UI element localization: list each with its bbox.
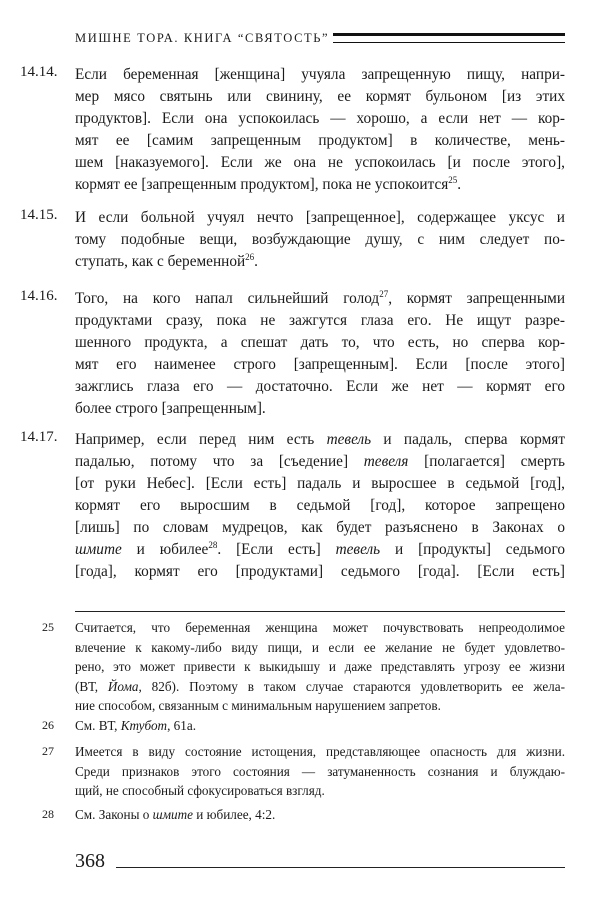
text-segment: более строго [запрещенным]. xyxy=(75,400,266,417)
text-segment: влечение к какому-либо виду пищи, и если ее желание не будет удовлетво- xyxy=(75,639,565,655)
text-segment: и юбилее xyxy=(121,541,209,558)
italic-term: Ктубот xyxy=(120,718,168,733)
text-line xyxy=(75,677,565,697)
text-segment: кормят его выросшим в седьмой [год], которое запрещено xyxy=(75,497,565,514)
text-segment: [лишь] по словам мудрецов, как будет разъяснено в Законах о xyxy=(75,519,565,536)
text-line xyxy=(75,495,565,517)
paragraph-14-15 xyxy=(20,207,565,273)
text-line xyxy=(75,473,565,495)
text-line xyxy=(75,229,565,251)
footnote-ref[interactable]: 25 xyxy=(448,175,458,185)
text-line xyxy=(75,332,565,354)
header-rule xyxy=(333,33,565,43)
text-segment: См. ВТ, xyxy=(75,718,121,733)
text-segment: Если беременная [женщина] учуяла запрещенную пищу, напри- xyxy=(75,66,565,83)
footnote-ref[interactable]: 27 xyxy=(379,289,389,299)
footnote-26 xyxy=(42,716,565,736)
text-segment: мят ее [самим запрещенным продуктом] в количестве, мень- xyxy=(75,132,565,149)
text-line xyxy=(75,310,565,332)
text-line xyxy=(75,561,565,583)
text-segment: , 61а. xyxy=(167,718,197,733)
text-line xyxy=(75,657,565,677)
text-line xyxy=(75,716,565,736)
italic-term: тевеля xyxy=(363,453,409,470)
footer-rule xyxy=(116,867,565,868)
text-line xyxy=(75,517,565,539)
text-segment: мят его наименее строго [запрещенным]. Если [после этого] xyxy=(75,356,565,373)
footnote-ref[interactable]: 26 xyxy=(245,252,255,262)
text-line xyxy=(75,398,565,420)
italic-term: Йома xyxy=(107,678,139,694)
text-segment: Того, на кого напал сильнейший голод xyxy=(75,290,380,307)
text-segment: падалью, потому что за [съедение] xyxy=(75,453,364,470)
italic-term: тевель xyxy=(326,431,372,448)
text-line xyxy=(75,696,565,716)
item-number: 14.17. xyxy=(20,429,58,445)
text-segment: продуктов]. Если она успокоилась — хорошо, а если нет — кор- xyxy=(75,110,565,127)
text-segment: ние способом, связанным с минимальным нарушением запретов. xyxy=(75,698,441,713)
footnote-separator xyxy=(75,611,565,612)
footnote-ref[interactable]: 28 xyxy=(208,540,218,550)
text-segment: щий, не способный сфокусироваться взгляд. xyxy=(75,783,325,798)
text-segment: . xyxy=(254,253,258,270)
text-line xyxy=(75,174,565,196)
text-line xyxy=(75,376,565,398)
text-segment: , кормят запрещенными xyxy=(388,290,566,307)
text-segment: , 82б). Поэтому в таком случае стараются удовлетворить ее жела- xyxy=(138,678,565,694)
text-segment: рено, это может привести к выкидышу и даже представлять угрозу ее жизни xyxy=(75,659,565,674)
running-title: МИШНЕ ТОРА. КНИГА “СВЯТОСТЬ” xyxy=(75,30,330,45)
running-header xyxy=(75,28,565,48)
item-number: 27 xyxy=(42,744,54,758)
text-line xyxy=(75,451,565,473)
text-segment: шенного продукта, а спешат дать то, что есть, но сперва кор- xyxy=(75,334,565,351)
footnote-25 xyxy=(42,618,565,716)
text-line xyxy=(75,152,565,174)
text-line xyxy=(75,618,565,638)
text-line xyxy=(75,781,565,801)
item-number: 26 xyxy=(42,718,54,732)
text-segment: Считается, что беременная женщина может почувствовать непреодолимое xyxy=(75,620,565,635)
text-segment: [от руки Небес]. [Если есть] падаль и выросшее в седьмой [год], xyxy=(75,475,565,492)
text-segment: продуктами сразу, пока не зажгутся глаза его. Не ищут разре- xyxy=(75,312,565,329)
italic-term: шмите xyxy=(75,541,122,558)
paragraph-14-17 xyxy=(20,429,565,583)
item-number: 25 xyxy=(42,620,54,634)
text-segment: мер мясо святынь или свинину, ее кормят бульоном [из этих xyxy=(75,88,565,105)
text-segment: тому подобные вещи, возбуждающие душу, с ним следует по- xyxy=(75,231,565,248)
text-segment: . xyxy=(457,176,462,193)
text-segment: кормят ее [запрещенным продуктом], пока не успокоится xyxy=(75,176,449,193)
text-segment: шем [наказуемого]. Если же она не успокоилась [и после этого], xyxy=(75,154,565,171)
text-line xyxy=(75,742,565,762)
text-segment: Например, если перед ним есть xyxy=(75,431,327,448)
text-segment: и [продукты] седьмого xyxy=(380,541,565,558)
item-number: 28 xyxy=(42,807,54,821)
text-line xyxy=(75,539,565,561)
text-segment: ступать, как с беременной xyxy=(75,253,246,270)
text-segment: Среди признаков этого состояния — затуманенность сознания и блуждаю- xyxy=(75,763,565,779)
text-line xyxy=(75,762,565,782)
text-line xyxy=(75,638,565,658)
text-segment: и падаль, сперва кормят xyxy=(371,431,566,448)
italic-term: тевель xyxy=(335,541,381,558)
text-segment: . [Если есть] xyxy=(217,541,336,558)
text-line xyxy=(75,288,565,310)
italic-term: шмите xyxy=(152,807,193,822)
text-line xyxy=(75,86,565,108)
text-line xyxy=(75,429,565,451)
item-number: 14.14. xyxy=(20,64,58,80)
item-number: 14.15. xyxy=(20,207,58,223)
footnote-27 xyxy=(42,742,565,801)
footnote-28 xyxy=(42,805,565,825)
paragraph-14-16 xyxy=(20,288,565,420)
text-segment: Имеется в виду состояние истощения, представляющее опасность для жизни. xyxy=(75,744,565,759)
text-line xyxy=(75,251,565,273)
text-line xyxy=(75,354,565,376)
text-segment: зажглись глаза его — достаточно. Если же нет — кормят его xyxy=(75,378,565,395)
paragraph-14-14 xyxy=(20,64,565,196)
page-number: 368 xyxy=(75,850,105,872)
text-line xyxy=(75,207,565,229)
text-line xyxy=(75,64,565,86)
text-line xyxy=(75,108,565,130)
text-line xyxy=(75,805,565,825)
text-segment: И если больной учуял нечто [запрещенное], содержащее уксус и xyxy=(75,209,565,226)
text-segment: и юбилее, 4:2. xyxy=(192,807,276,822)
text-segment: [полагается] смерть xyxy=(408,453,565,470)
text-segment: См. Законы о xyxy=(75,807,153,822)
text-line xyxy=(75,130,565,152)
text-segment: [года], кормят его [продуктами] седьмого [года]. [Если есть] xyxy=(75,563,565,580)
text-segment: (ВТ, xyxy=(75,678,108,694)
item-number: 14.16. xyxy=(20,288,58,304)
